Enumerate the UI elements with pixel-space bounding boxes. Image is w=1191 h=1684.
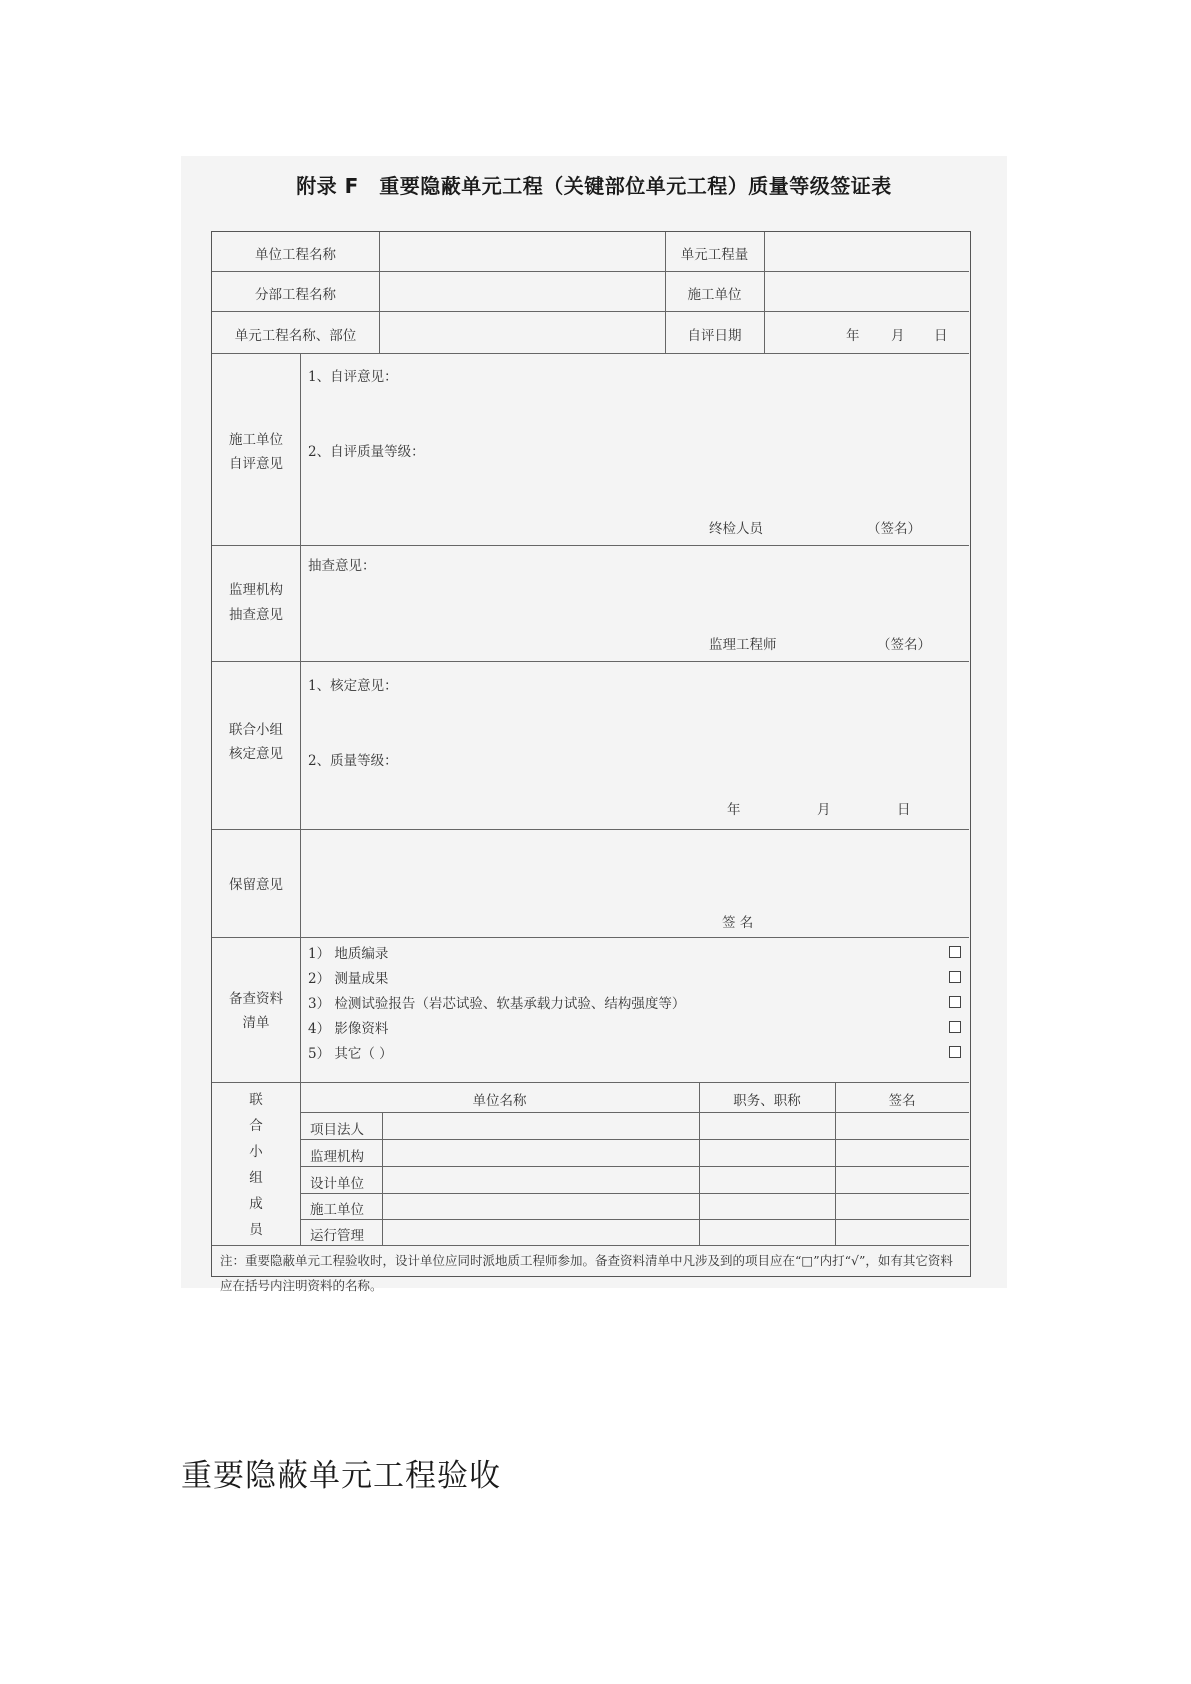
col-unit-name: 单位名称 — [472, 1093, 527, 1109]
element-name-location-label: 单元工程名称、部位 — [234, 328, 357, 344]
spot-check-opinion: 抽查意见： — [308, 558, 376, 574]
contractor-label-1: 施工单位 — [229, 432, 283, 448]
inspector-signature: （签名） — [867, 521, 921, 537]
document-item: 1） 地质编录 — [308, 946, 389, 962]
reserved-signature: 签 名 — [722, 915, 754, 931]
self-eval-date-label: 自评日期 — [687, 328, 742, 344]
joint-group-label-1: 联合小组 — [229, 722, 283, 738]
member-row-label: 监理机构 — [310, 1149, 364, 1165]
verification-opinion: 1、核定意见： — [308, 678, 398, 694]
document-item: 3） 检测试验报告（岩芯试验、软基承载力试验、结构强度等） — [308, 996, 686, 1012]
document-item: 2） 测量成果 — [308, 971, 389, 987]
engineer-signature: （签名） — [877, 637, 931, 653]
self-eval-opinion: 1、自评意见： — [308, 369, 398, 385]
date-year: 年 — [846, 328, 860, 344]
members-label-char: 成 — [249, 1196, 263, 1212]
members-label-char: 组 — [249, 1170, 263, 1186]
checkbox[interactable] — [949, 971, 961, 983]
page-caption: 重要隐蔽单元工程验收 — [181, 1458, 501, 1494]
form-table — [211, 231, 971, 1293]
joint-group-label-2: 核定意见 — [229, 746, 283, 762]
self-eval-grade: 2、自评质量等级： — [308, 444, 425, 460]
checkbox[interactable] — [949, 1046, 961, 1058]
supervisor-label-2: 抽查意见 — [229, 607, 283, 623]
members-label-char: 联 — [249, 1092, 263, 1108]
col-position-title: 职务、职称 — [733, 1093, 801, 1109]
final-inspector-label: 终检人员 — [709, 521, 763, 537]
checkbox[interactable] — [949, 1021, 961, 1033]
members-label-char: 员 — [249, 1222, 263, 1238]
member-row-label: 设计单位 — [310, 1176, 364, 1192]
form-note: 注：重要隐蔽单元工程验收时，设计单位应同时派地质工程师参加。备查资料清单中凡涉及到的项目应在“□”内打“√”，如有其它资料应在括号内注明资料的名称。 — [220, 1253, 953, 1293]
document-item: 5） 其它（ ） — [308, 1046, 393, 1062]
joint-year: 年 — [727, 802, 741, 818]
checkbox[interactable] — [949, 946, 961, 958]
joint-month: 月 — [817, 802, 831, 818]
construction-unit-label: 施工单位 — [687, 287, 742, 303]
supervisor-label-1: 监理机构 — [229, 582, 283, 598]
member-row-label: 运行管理 — [310, 1228, 364, 1244]
members-label-char: 小 — [249, 1144, 263, 1160]
contractor-label-2: 自评意见 — [229, 456, 283, 472]
members-label-char: 合 — [249, 1118, 263, 1134]
reserved-opinion-label: 保留意见 — [229, 877, 283, 893]
member-row-label: 项目法人 — [310, 1122, 364, 1138]
documents-label-2: 清单 — [242, 1015, 270, 1031]
quality-grade: 2、质量等级： — [308, 753, 398, 769]
division-project-name-label: 分部工程名称 — [255, 287, 336, 303]
col-signature: 签名 — [888, 1093, 916, 1109]
member-row-label: 施工单位 — [310, 1202, 364, 1218]
joint-day: 日 — [897, 802, 911, 818]
element-quantity-label: 单元工程量 — [680, 247, 749, 263]
unit-project-name-label: 单位工程名称 — [255, 247, 336, 263]
date-month: 月 — [891, 328, 905, 344]
supervising-engineer-label: 监理工程师 — [709, 637, 777, 653]
checkbox[interactable] — [949, 996, 961, 1008]
form-scan — [181, 156, 1007, 1293]
form-title: 附录 F 重要隐蔽单元工程（关键部位单元工程）质量等级签证表 — [296, 174, 892, 198]
document-item: 4） 影像资料 — [308, 1021, 389, 1037]
date-day: 日 — [934, 328, 948, 344]
documents-label-1: 备查资料 — [229, 991, 283, 1007]
